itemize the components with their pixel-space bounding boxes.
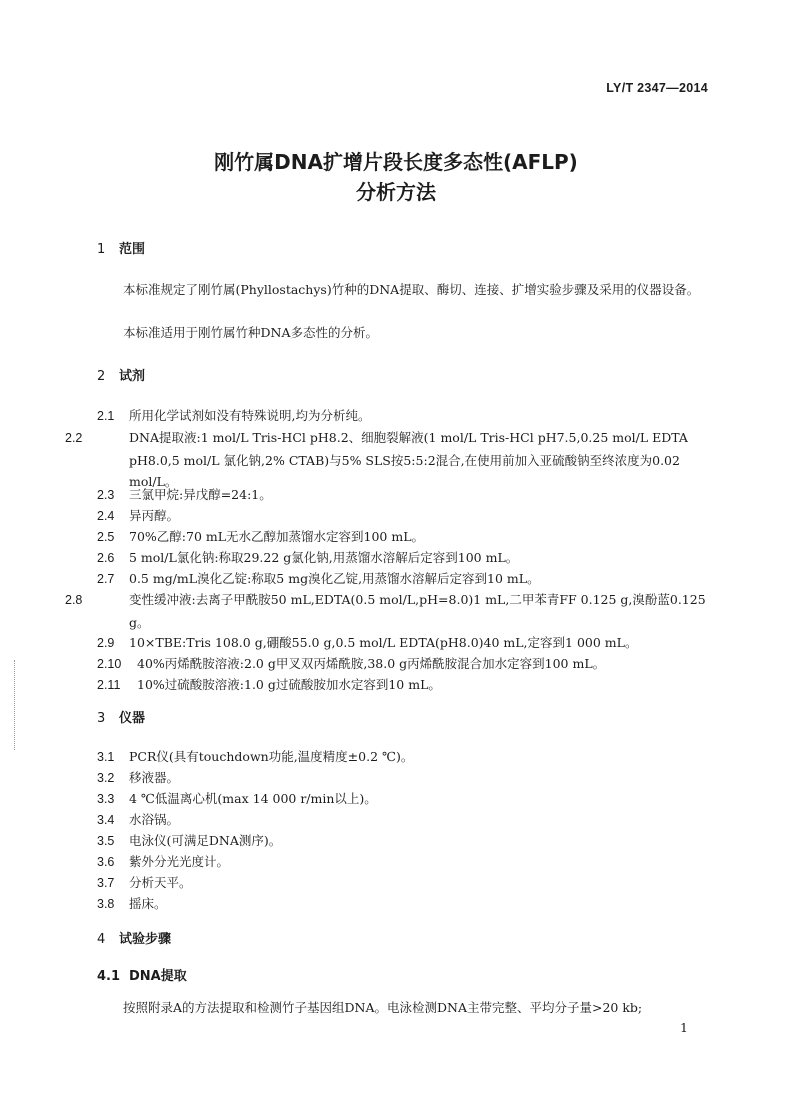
- document-title-line2: 分析方法: [356, 180, 436, 204]
- item-text: 10×TBE:Tris 108.0 g,硼酸55.0 g,0.5 mol/L EDTA(pH8.0)40 mL,定容到1 000 mL。: [129, 635, 638, 650]
- section-2-heading: [97, 365, 145, 384]
- item-text: 电泳仪(可满足DNA测序)。: [129, 833, 282, 848]
- section-1-paragraph-1: 本标准规定了刚竹属(Phyllostachys)竹种的DNA提取、酶切、连接、扩增实验步骤及采用的仪器设备。: [123, 282, 700, 297]
- section-title: 试验步骤: [119, 932, 172, 947]
- item-text: 4 ℃低温离心机(max 14 000 r/min以上)。: [129, 791, 377, 806]
- section-3-heading: [97, 707, 145, 726]
- subsection-4-1-heading: [97, 965, 187, 984]
- item-text: 分析天平。: [129, 875, 192, 890]
- list-item: [97, 767, 711, 790]
- list-item: [65, 589, 711, 633]
- item-number: 2.8: [65, 593, 83, 607]
- standard-code: LY/T 2347—2014: [606, 81, 708, 95]
- item-text: 三氯甲烷:异戊醇=24:1。: [129, 487, 272, 502]
- item-number: 2.5: [97, 530, 115, 544]
- item-number: 2.10: [97, 657, 122, 671]
- section-number: 2: [97, 369, 106, 384]
- item-number: 2.4: [97, 509, 115, 523]
- page-number: 1: [680, 1020, 688, 1035]
- item-text: DNA提取液:1 mol/L Tris-HCl pH8.2、细胞裂解液(1 mol/L Tris-HCl pH7.5,0.25 mol/L EDTA pH8.0,5 mol/L 氯化钠,2% CTAB)与5% SLS按5:5:2混合,在使用前加入亚硫酸钠至终浓度为0.02 mol/L。: [129, 430, 688, 489]
- item-number: 2.2: [65, 431, 83, 445]
- section-4-heading: [97, 928, 171, 947]
- item-text: 移液器。: [129, 770, 180, 785]
- list-item: [97, 547, 711, 570]
- item-number: 3.2: [97, 771, 115, 785]
- item-text: 水浴锅。: [129, 812, 180, 827]
- item-text: 所用化学试剂如没有特殊说明,均为分析纯。: [129, 408, 371, 423]
- item-text: 10%过硫酸胺溶液:1.0 g过硫酸胺加水定容到10 mL。: [137, 677, 441, 692]
- list-item: [97, 484, 711, 507]
- item-number: 3.6: [97, 855, 115, 869]
- list-item: [97, 809, 711, 832]
- item-text: PCR仪(具有touchdown功能,温度精度±0.2 ℃)。: [129, 749, 414, 764]
- item-number: 3.5: [97, 834, 115, 848]
- list-item: [97, 505, 711, 528]
- item-text: 70%乙醇:70 mL无水乙醇加蒸馏水定容到100 mL。: [129, 529, 425, 544]
- item-text: 5 mol/L氯化钠:称取29.22 g氯化钠,用蒸馏水溶解后定容到100 mL。: [129, 550, 519, 565]
- subsection-4-1-paragraph: 按照附录A的方法提取和检测竹子基因组DNA。电泳检测DNA主带完整、平均分子量>20 kb;: [123, 1000, 643, 1015]
- subsection-title: DNA提取: [129, 969, 187, 984]
- item-text: 紫外分光光度计。: [129, 854, 230, 869]
- list-item: [97, 746, 711, 769]
- item-number: 2.11: [97, 678, 121, 692]
- item-number: 2.1: [97, 409, 115, 423]
- item-number: 2.7: [97, 572, 115, 586]
- list-item: [97, 893, 711, 916]
- item-text: 变性缓冲液:去离子甲酰胺50 mL,EDTA(0.5 mol/L,pH=8.0)1 mL,二甲苯青FF 0.125 g,溴酚蓝0.125 g。: [129, 592, 706, 630]
- section-number: 3: [97, 711, 106, 726]
- item-number: 3.7: [97, 876, 115, 890]
- item-number: 2.6: [97, 551, 115, 565]
- list-item: [97, 526, 711, 549]
- section-number: 4: [97, 932, 106, 947]
- section-1-paragraph-2: 本标准适用于刚竹属竹种DNA多态性的分析。: [123, 325, 378, 340]
- list-item: [97, 405, 711, 428]
- scan-edge-marks: [14, 660, 16, 750]
- item-number: 3.8: [97, 897, 115, 911]
- list-item: [97, 830, 711, 853]
- document-title-line1: 刚竹属DNA扩增片段长度多态性(AFLP): [214, 150, 578, 174]
- list-item: [97, 568, 711, 591]
- list-item: [97, 872, 711, 895]
- section-1-heading: [97, 238, 145, 257]
- list-item: [97, 851, 711, 874]
- list-item: [65, 427, 711, 493]
- list-item: [97, 653, 711, 676]
- item-number: 2.3: [97, 488, 115, 502]
- list-item: [97, 674, 711, 697]
- section-title: 仪器: [119, 711, 146, 726]
- item-number: 3.1: [97, 750, 115, 764]
- section-number: 1: [97, 242, 106, 257]
- item-number: 3.4: [97, 813, 115, 827]
- section-title: 试剂: [119, 369, 146, 384]
- item-number: 2.9: [97, 636, 115, 650]
- section-title: 范围: [119, 242, 146, 257]
- subsection-number: 4.1: [97, 969, 121, 984]
- item-text: 摇床。: [129, 896, 167, 911]
- item-text: 40%丙烯酰胺溶液:2.0 g甲叉双丙烯酰胺,38.0 g丙烯酰胺混合加水定容到100 mL。: [137, 656, 606, 671]
- item-text: 0.5 mg/mL溴化乙锭:称取5 mg溴化乙锭,用蒸馏水溶解后定容到10 mL。: [129, 571, 540, 586]
- item-number: 3.3: [97, 792, 115, 806]
- item-text: 异丙醇。: [129, 508, 180, 523]
- list-item: [97, 788, 711, 811]
- list-item: [97, 632, 711, 655]
